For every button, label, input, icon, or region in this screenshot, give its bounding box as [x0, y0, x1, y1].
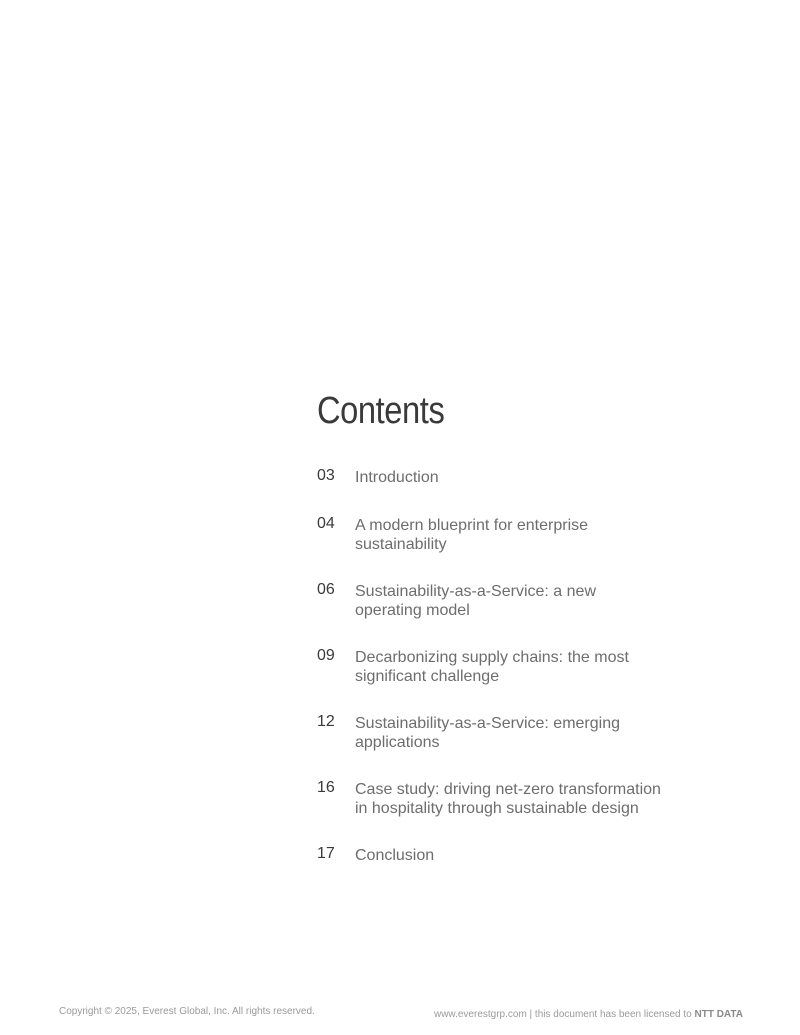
toc-item-decarbonizing-supply-chains[interactable]: [317, 646, 677, 686]
toc-entry-label: Introduction: [355, 469, 439, 486]
table-of-contents: [317, 388, 677, 864]
toc-item-case-study[interactable]: [317, 778, 677, 818]
toc-page-number: 06: [317, 581, 335, 598]
footer-license: [434, 1009, 743, 1020]
toc-entry-label: Case study: driving net-zero transformation in hospitality through sustainable design: [355, 781, 661, 817]
toc-item-introduction[interactable]: [317, 466, 677, 487]
toc-page-number: 12: [317, 713, 335, 730]
toc-page-number: 04: [317, 515, 335, 532]
footer-license-text: www.everestgrp.com | this document has been licensed to: [433, 1009, 692, 1020]
toc-item-conclusion[interactable]: [317, 844, 677, 865]
toc-entry-label: Sustainability-as-a-Service: emerging applications: [355, 715, 620, 751]
toc-entry-label: Decarbonizing supply chains: the most significant challenge: [355, 649, 629, 685]
footer-copyright: Copyright © 2025, Everest Global, Inc. All rights reserved.: [59, 1006, 315, 1017]
toc-page-number: 17: [317, 845, 335, 862]
footer-licensee: NTT DATA: [694, 1009, 743, 1020]
toc-item-modern-blueprint[interactable]: [317, 514, 677, 554]
toc-entry-label: Conclusion: [355, 847, 435, 864]
toc-page-number: 16: [317, 779, 335, 796]
toc-entry-label: A modern blueprint for enterprise sustainability: [355, 517, 589, 553]
toc-entry-label: Sustainability-as-a-Service: a new operating model: [355, 583, 596, 619]
toc-page-number: 09: [317, 647, 335, 664]
toc-page-number: 03: [317, 467, 335, 484]
toc-item-saas-emerging-applications[interactable]: [317, 712, 677, 752]
contents-title: Contents: [317, 390, 445, 432]
toc-item-saas-operating-model[interactable]: [317, 580, 677, 620]
